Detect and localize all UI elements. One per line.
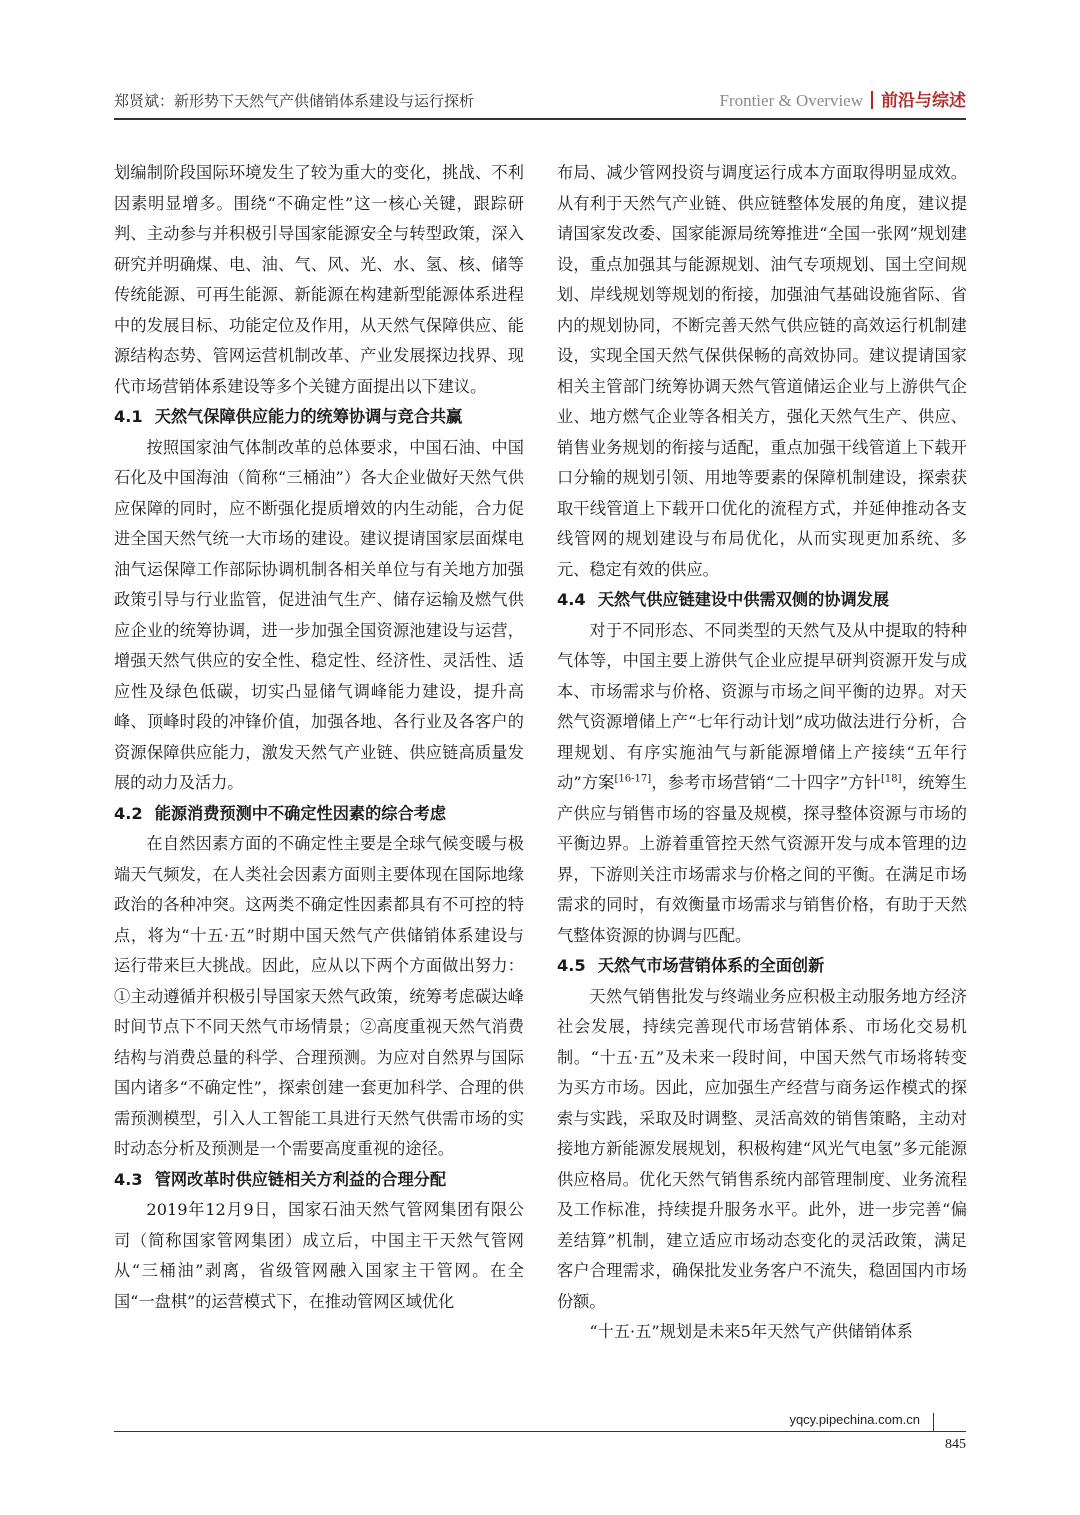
running-header-section [719, 86, 966, 111]
paragraph-4-3: 2019年12月9日，国家石油天然气管网集团有限公司（简称国家管网集团）成立后，中国主干天然气管网从“三桶油”剥离，省级管网融入国家主干管网。在全国“一盘棋”的运营模式下，在推动管网区域优化 [114, 1200, 524, 1311]
footer-journal-url: yqcy.pipechina.com.cn [789, 1412, 920, 1427]
section-heading-4-5 [557, 951, 967, 982]
paragraph-intro-continued: 划编制阶段国际环境发生了较为重大的变化，挑战、不利因素明显增多。围绕“不确定性”这一核心关键，跟踪研判、主动参与并积极引导国家能源安全与转型政策，深入研究并明确煤、电、油、气、风、光、水、氢、核、储等传统能源、可再生能源、新能源在构建新型能源体系进程中的发展目标、功能定位及作用，从天然气保障供应、能源结构态势、管网运营机制改革、产业发展探边找界、现代市场营销体系建设等多个关键方面提出以下建议。 [114, 163, 524, 396]
section-number: 4.4 [557, 590, 586, 609]
paragraph-4-3-continued: 布局、减少管网投资与调度运行成本方面取得明显成效。从有利于天然气产业链、供应链整体发展的角度，建议提请国家发改委、国家能源局统筹推进“全国一张网”规划建设，重点加强其与能源规划、油气专项规划、国土空间规划、岸线规划等规划的衔接，加强油气基础设施省际、省内的规划协同，不断完善天然气供应链的高效运行机制建设，实现全国天然气保供保畅的高效协同。建议提请国家相关主管部门统筹协调天然气管道储运企业与上游供气企业、地方燃气企业等各相关方，强化天然气生产、供应、销售业务规划的衔接与适配，重点加强干线管道上下载开口分输的规划引领、用地等要素的保障机制建设，探索获取干线管道上下载开口优化的流程方式，并延伸推动各支线管网的规划建设与布局优化，从而实现更加系统、多元、稳定有效的供应。 [557, 163, 967, 579]
right-column [557, 158, 967, 1348]
paragraph-4-2: 在自然因素方面的不确定性主要是全球气候变暖与极端天气频发，在人类社会因素方面则主要体现在国际地缘政治的各种冲突。这两类不确定性因素都具有不可控的特点，将为“十五·五”时期中国天然气产供储销体系建设与运行带来巨大挑战。因此，应从以下两个方面做出努力：①主动遵循并积极引导国家天然气政策，统筹考虑碳达峰时间节点下不同天然气市场情景；②高度重视天然气消费结构与消费总量的科学、合理预测。为应对自然界与国际国内诸多“不确定性”，探索创建一套更加科学、合理的供需预测模型，引入人工智能工具进行天然气供需市场的实时动态分析及预测是一个需要高度重视的途径。 [114, 834, 524, 1158]
left-column [114, 158, 524, 1317]
section-title: 管网改革时供应链相关方利益的合理分配 [154, 1169, 447, 1189]
paragraph-text: ，统筹生产供应与销售市场的容量及规模，探寻整体资源与市场的平衡边界。上游着重管控天然气资源开发与成本管理的边界，下游则关注市场需求与价格之间的平衡。在满足市场需求的同时，有效衡量市场需求与销售价格，有助于天然气整体资源的协调与匹配。 [557, 773, 967, 945]
section-title: 能源消费预测中不确定性因素的综合考虑 [154, 803, 447, 823]
section-heading-4-3 [114, 1165, 524, 1196]
section-number: 4.1 [114, 407, 143, 426]
paragraph-4-1: 按照国家油气体制改革的总体要求，中国石油、中国石化及中国海油（简称“三桶油”）各大企业做好天然气供应保障的同时，应不断强化提质增效的内生动能，合力促进全国天然气统一大市场的建设。建议提请国家层面煤电油气运保障工作部际协调机制各相关单位与有关地方加强政策引导与行业监管，促进油气生产、储存运输及燃气供应企业的统筹协调，进一步加强全国资源池建设与运营，增强天然气供应的安全性、稳定性、经济性、灵活性、适应性及绿色低碳，切实凸显储气调峰能力建设，提升高峰、顶峰时段的冲锋价值，加强各地、各行业及各客户的资源保障供应能力，激发天然气产业链、供应链高质量发展的动力及活力。 [114, 437, 524, 792]
section-heading-4-1 [114, 402, 524, 433]
section-title: 天然气市场营销体系的全面创新 [597, 956, 825, 975]
citation-18[interactable]: [18] [881, 773, 902, 785]
citation-16-17[interactable]: [16-17] [614, 773, 652, 785]
paragraph-4-4 [557, 616, 967, 952]
section-number: 4.3 [114, 1169, 143, 1189]
running-header [114, 84, 966, 118]
header-separator [871, 91, 873, 109]
footer-rule [114, 1431, 966, 1432]
section-heading-4-4 [557, 585, 967, 616]
section-heading-4-2 [114, 799, 524, 830]
paragraph-text: ，参考市场营销“二十四字”方针 [651, 773, 881, 792]
paragraph-final: “十五·五”规划是未来5年天然气产供储销体系 [589, 1322, 913, 1341]
page-number: 845 [945, 1437, 966, 1452]
section-name-chinese: 前沿与综述 [881, 91, 966, 111]
section-number: 4.5 [557, 956, 586, 975]
section-name-english: Frontier & Overview [719, 91, 863, 110]
paragraph-text: 对于不同形态、不同类型的天然气及从中提取的特种气体等，中国主要上游供气企业应提早研判资源开发与成本、市场需求与价格、资源与市场之间平衡的边界。对天然气资源增储上产“七年行动计划”成功做法进行分析，合理规划、有序实施油气与新能源增储上产接续“五年行动”方案 [557, 620, 967, 792]
running-header-article-title: 郑贤斌：新形势下天然气产供储销体系建设与运行探析 [114, 92, 475, 110]
section-title: 天然气供应链建设中供需双侧的协调发展 [597, 590, 890, 609]
section-title: 天然气保障供应能力的统筹协调与竞合共赢 [154, 407, 463, 426]
header-rule [114, 118, 966, 120]
footer-tick [933, 1413, 934, 1431]
paragraph-4-5: 天然气销售批发与终端业务应积极主动服务地方经济社会发展，持续完善现代市场营销体系、市场化交易机制。“十五·五”及未来一段时间，中国天然气市场将转变为买方市场。因此，应加强生产经营与商务运作模式的探索与实践，采取及时调整、灵活高效的销售策略，主动对接地方新能源发展规划，积极构建“风光气电氢”多元能源供应格局。优化天然气销售系统内部管理制度、业务流程及工作标准，持续提升服务水平。此外，进一步完善“偏差结算”机制，建立适应市场动态变化的灵活政策，满足客户合理需求，确保批发业务客户不流失，稳固国内市场份额。 [557, 986, 967, 1311]
section-number: 4.2 [114, 803, 143, 823]
